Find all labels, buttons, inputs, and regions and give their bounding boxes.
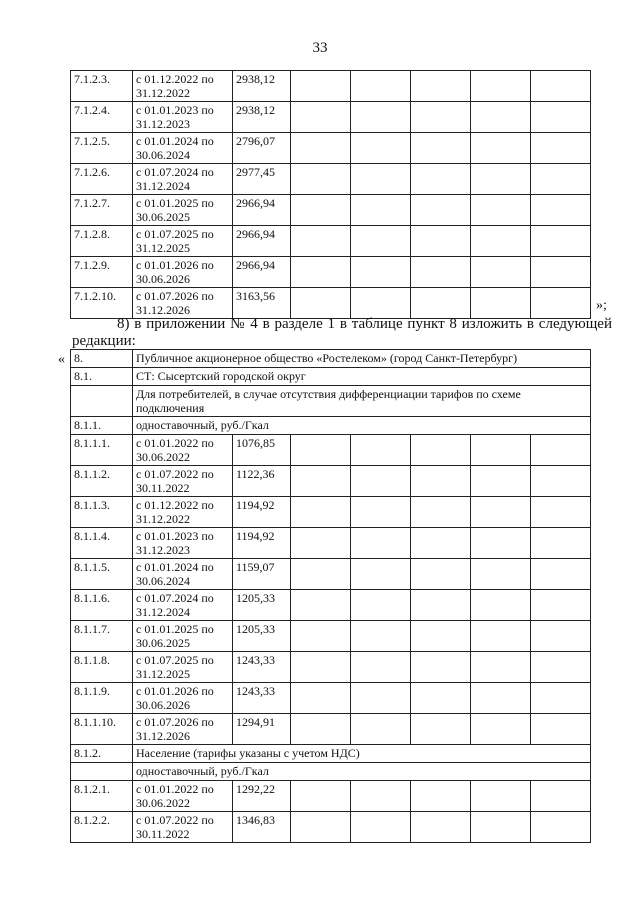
empty-cell <box>411 466 471 497</box>
row-number: 7.1.2.9. <box>71 257 133 288</box>
tariff-value: 2938,12 <box>233 102 291 133</box>
system-name: СТ: Сысертский городской округ <box>133 368 591 386</box>
empty-cell <box>351 435 411 466</box>
row-number: 8.1.2. <box>71 745 133 763</box>
tariff-value: 2796,07 <box>233 133 291 164</box>
empty-cell <box>291 781 351 812</box>
row-number: 8.1.1.4. <box>71 528 133 559</box>
period-cell: с 01.07.2024 по 31.12.2024 <box>133 164 233 195</box>
empty-cell <box>531 683 591 714</box>
period-cell: с 01.01.2024 по 30.06.2024 <box>133 559 233 590</box>
empty-cell <box>411 714 471 745</box>
table-row <box>71 763 591 781</box>
tariff-value: 1346,83 <box>233 812 291 843</box>
empty-cell <box>351 652 411 683</box>
empty-cell <box>291 133 351 164</box>
period-cell: с 01.01.2025 по 30.06.2025 <box>133 195 233 226</box>
table-row <box>71 621 591 652</box>
row-number: 8.1.1.2. <box>71 466 133 497</box>
empty-cell <box>471 288 531 319</box>
closing-quote: »; <box>596 298 607 313</box>
row-number: 7.1.2.8. <box>71 226 133 257</box>
period-cell: с 01.12.2022 по 31.12.2022 <box>133 71 233 102</box>
empty-cell <box>411 226 471 257</box>
table-row <box>71 417 591 435</box>
tariff-value: 3163,56 <box>233 288 291 319</box>
period-cell: с 01.12.2022 по 31.12.2022 <box>133 497 233 528</box>
row-number: 8.1.1. <box>71 417 133 435</box>
period-cell: с 01.01.2024 по 30.06.2024 <box>133 133 233 164</box>
table-row <box>71 226 591 257</box>
period-cell: с 01.07.2022 по 30.11.2022 <box>133 466 233 497</box>
opening-quote: « <box>58 352 65 367</box>
rows-8-1-2 <box>71 781 591 843</box>
empty-cell <box>411 528 471 559</box>
empty-cell <box>351 497 411 528</box>
period-cell: с 01.01.2022 по 30.06.2022 <box>133 435 233 466</box>
empty-cell <box>351 164 411 195</box>
tariff-value: 1243,33 <box>233 683 291 714</box>
empty-cell <box>351 812 411 843</box>
empty-cell <box>471 528 531 559</box>
period-cell: с 01.07.2022 по 30.11.2022 <box>133 812 233 843</box>
empty-cell <box>351 528 411 559</box>
empty-cell <box>471 652 531 683</box>
row-number <box>71 386 133 417</box>
empty-cell <box>531 781 591 812</box>
empty-cell <box>291 257 351 288</box>
empty-cell <box>291 590 351 621</box>
empty-cell <box>351 466 411 497</box>
empty-cell <box>411 133 471 164</box>
tariff-value: 2966,94 <box>233 226 291 257</box>
empty-cell <box>291 71 351 102</box>
empty-cell <box>471 257 531 288</box>
row-number: 8.1.2.1. <box>71 781 133 812</box>
tariff-table-8 <box>70 349 591 843</box>
empty-cell <box>411 621 471 652</box>
table-row <box>71 812 591 843</box>
empty-cell <box>411 559 471 590</box>
empty-cell <box>471 226 531 257</box>
empty-cell <box>291 714 351 745</box>
empty-cell <box>291 195 351 226</box>
row-number: 8.1.2.2. <box>71 812 133 843</box>
tariff-value: 1194,92 <box>233 528 291 559</box>
row-number: 8.1.1.5. <box>71 559 133 590</box>
empty-cell <box>351 71 411 102</box>
empty-cell <box>411 652 471 683</box>
table-row <box>71 164 591 195</box>
empty-cell <box>531 288 591 319</box>
empty-cell <box>411 195 471 226</box>
period-cell: с 01.07.2026 по 31.12.2026 <box>133 714 233 745</box>
empty-cell <box>531 195 591 226</box>
empty-cell <box>291 683 351 714</box>
empty-cell <box>471 683 531 714</box>
table-row <box>71 435 591 466</box>
table-row <box>71 133 591 164</box>
empty-cell <box>471 71 531 102</box>
table-row <box>71 497 591 528</box>
row-number: 8.1. <box>71 368 133 386</box>
empty-cell <box>351 102 411 133</box>
empty-cell <box>471 714 531 745</box>
empty-cell <box>411 71 471 102</box>
table-row <box>71 781 591 812</box>
empty-cell <box>531 164 591 195</box>
empty-cell <box>291 288 351 319</box>
empty-cell <box>411 781 471 812</box>
empty-cell <box>531 257 591 288</box>
tariff-value: 2938,12 <box>233 71 291 102</box>
tariff-value: 1294,91 <box>233 714 291 745</box>
empty-cell <box>351 683 411 714</box>
empty-cell <box>471 559 531 590</box>
empty-cell <box>531 590 591 621</box>
population-header: Население (тарифы указаны с учетом НДС) <box>133 745 591 763</box>
tariff-table-7-1-2-body <box>71 71 591 319</box>
empty-cell <box>351 226 411 257</box>
table-row <box>71 195 591 226</box>
empty-cell <box>351 195 411 226</box>
row-number: 7.1.2.7. <box>71 195 133 226</box>
empty-cell <box>411 497 471 528</box>
row-number: 8.1.1.6. <box>71 590 133 621</box>
table-row <box>71 683 591 714</box>
table-row <box>71 528 591 559</box>
row-number: 8.1.1.1. <box>71 435 133 466</box>
row-number <box>71 763 133 781</box>
row-number: 8. <box>71 350 133 368</box>
empty-cell <box>351 288 411 319</box>
empty-cell <box>471 133 531 164</box>
empty-cell <box>531 71 591 102</box>
empty-cell <box>411 812 471 843</box>
empty-cell <box>531 559 591 590</box>
tariff-value: 1292,22 <box>233 781 291 812</box>
empty-cell <box>291 528 351 559</box>
tariff-table-7-1-2 <box>70 70 591 319</box>
period-cell: с 01.07.2025 по 31.12.2025 <box>133 226 233 257</box>
empty-cell <box>411 683 471 714</box>
empty-cell <box>471 466 531 497</box>
period-cell: с 01.01.2026 по 30.06.2026 <box>133 683 233 714</box>
empty-cell <box>471 435 531 466</box>
table-row <box>71 652 591 683</box>
empty-cell <box>471 164 531 195</box>
empty-cell <box>291 559 351 590</box>
empty-cell <box>531 497 591 528</box>
empty-cell <box>531 652 591 683</box>
period-cell: с 01.01.2023 по 31.12.2023 <box>133 102 233 133</box>
table-row <box>71 288 591 319</box>
period-cell: с 01.01.2025 по 30.06.2025 <box>133 621 233 652</box>
page-number: 33 <box>312 40 328 56</box>
row-number: 7.1.2.5. <box>71 133 133 164</box>
empty-cell <box>531 102 591 133</box>
empty-cell <box>531 226 591 257</box>
empty-cell <box>411 590 471 621</box>
consumers-note: Для потребителей, в случае отсутствия дифференциации тарифов по схеме подключения <box>133 386 591 417</box>
row-number: 8.1.1.7. <box>71 621 133 652</box>
empty-cell <box>291 226 351 257</box>
table-row <box>71 590 591 621</box>
empty-cell <box>291 102 351 133</box>
amendment-paragraph: 8) в приложении № 4 в разделе 1 в таблице пункт 8 изложить в следующей редакции: <box>72 316 612 349</box>
empty-cell <box>531 812 591 843</box>
empty-cell <box>291 652 351 683</box>
rows-8-1-1 <box>71 435 591 745</box>
empty-cell <box>291 164 351 195</box>
empty-cell <box>291 435 351 466</box>
table-row <box>71 368 591 386</box>
row-number: 8.1.1.8. <box>71 652 133 683</box>
empty-cell <box>411 288 471 319</box>
empty-cell <box>291 621 351 652</box>
table-row <box>71 466 591 497</box>
empty-cell <box>471 621 531 652</box>
empty-cell <box>411 164 471 195</box>
tariff-value: 1122,36 <box>233 466 291 497</box>
empty-cell <box>411 435 471 466</box>
empty-cell <box>291 466 351 497</box>
table-row <box>71 102 591 133</box>
tariff-value: 2966,94 <box>233 195 291 226</box>
tariff-value: 1205,33 <box>233 621 291 652</box>
rate-type: одноставочный, руб./Гкал <box>133 417 591 435</box>
empty-cell <box>471 497 531 528</box>
empty-cell <box>291 812 351 843</box>
period-cell: с 01.07.2024 по 31.12.2024 <box>133 590 233 621</box>
tariff-value: 1194,92 <box>233 497 291 528</box>
table-row <box>71 386 591 417</box>
table-row <box>71 745 591 763</box>
row-number: 7.1.2.10. <box>71 288 133 319</box>
empty-cell <box>531 133 591 164</box>
empty-cell <box>411 257 471 288</box>
row-number: 8.1.1.9. <box>71 683 133 714</box>
tariff-value: 2977,45 <box>233 164 291 195</box>
empty-cell <box>351 590 411 621</box>
period-cell: с 01.07.2026 по 31.12.2026 <box>133 288 233 319</box>
organization-name: Публичное акционерное общество «Ростелеком» (город Санкт-Петербург) <box>133 350 591 368</box>
period-cell: с 01.07.2025 по 31.12.2025 <box>133 652 233 683</box>
row-number: 8.1.1.10. <box>71 714 133 745</box>
row-number: 7.1.2.4. <box>71 102 133 133</box>
period-cell: с 01.01.2022 по 30.06.2022 <box>133 781 233 812</box>
table-row <box>71 257 591 288</box>
tariff-value: 1076,85 <box>233 435 291 466</box>
tariff-value: 1159,07 <box>233 559 291 590</box>
tariff-value: 1205,33 <box>233 590 291 621</box>
empty-cell <box>471 590 531 621</box>
table-row <box>71 71 591 102</box>
empty-cell <box>531 466 591 497</box>
rate-type: одноставочный, руб./Гкал <box>133 763 591 781</box>
empty-cell <box>351 257 411 288</box>
empty-cell <box>351 714 411 745</box>
row-number: 7.1.2.3. <box>71 71 133 102</box>
empty-cell <box>351 621 411 652</box>
empty-cell <box>471 102 531 133</box>
empty-cell <box>531 621 591 652</box>
empty-cell <box>351 559 411 590</box>
period-cell: с 01.01.2026 по 30.06.2026 <box>133 257 233 288</box>
empty-cell <box>531 435 591 466</box>
empty-cell <box>531 714 591 745</box>
empty-cell <box>471 812 531 843</box>
empty-cell <box>351 781 411 812</box>
empty-cell <box>351 133 411 164</box>
empty-cell <box>471 195 531 226</box>
tariff-value: 1243,33 <box>233 652 291 683</box>
empty-cell <box>291 497 351 528</box>
period-cell: с 01.01.2023 по 31.12.2023 <box>133 528 233 559</box>
table-row <box>71 350 591 368</box>
empty-cell <box>531 528 591 559</box>
empty-cell <box>471 781 531 812</box>
row-number: 7.1.2.6. <box>71 164 133 195</box>
table-row <box>71 559 591 590</box>
table-row <box>71 714 591 745</box>
row-number: 8.1.1.3. <box>71 497 133 528</box>
empty-cell <box>411 102 471 133</box>
tariff-value: 2966,94 <box>233 257 291 288</box>
